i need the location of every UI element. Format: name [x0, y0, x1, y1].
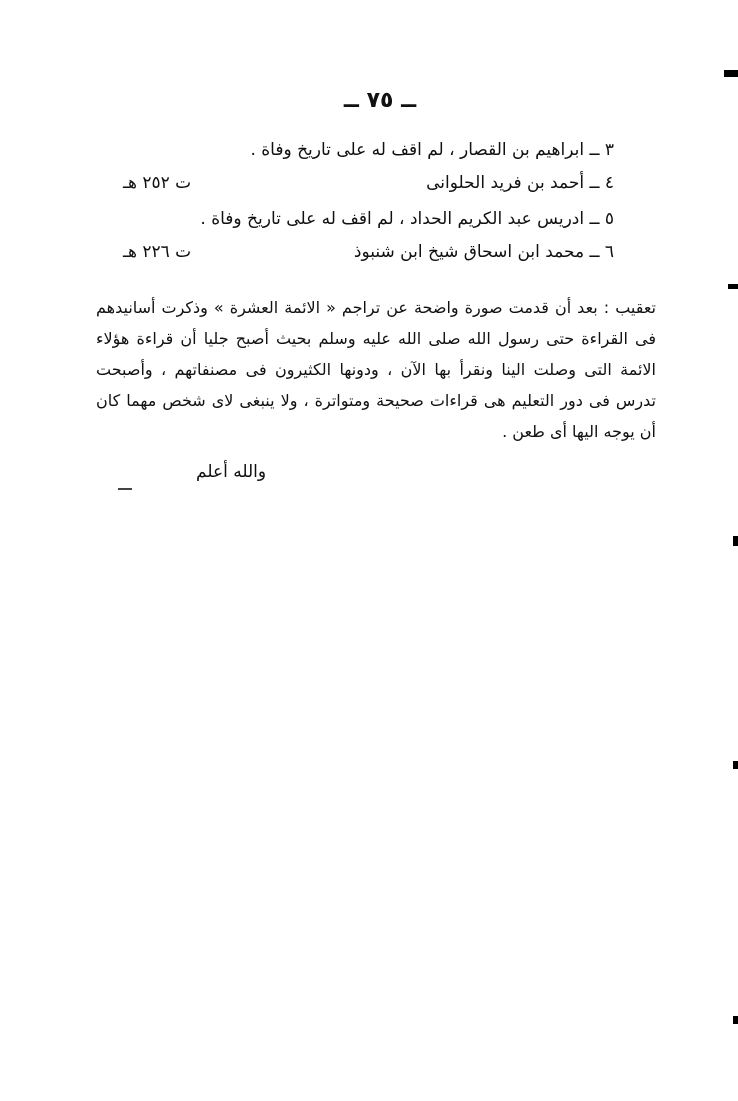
list-item [124, 173, 614, 193]
scan-mark [724, 70, 738, 77]
scan-mark [728, 284, 738, 289]
list-item [200, 209, 614, 229]
commentary-paragraph: تعقيب : بعد أن قدمت صورة واضحة عن تراجم « الائمة العشرة » وذكرت أسانيدهم فى القراءة حتى رسول الله صلى الله عليه وسلم بحيث أصبح جليا أن قراءة هؤلاء الائمة التى وصلت الينا ونقرأ بها الآن ، ودونها الكثيرون فى مصنفاتهم ، وأصبحت تدرس فى دور التعليم هى قراءات صحيحة ومتواترة ، ولا ينبغى لاى شخص مهما كان أن يوجه اليها أى طعن . [96, 298, 656, 441]
list-item-text: ٦ ــ محمد ابن اسحاق شيخ ابن شنبوذ [353, 242, 614, 262]
list-item-text: ٤ ــ أحمد بن فريد الحلوانى [426, 173, 614, 193]
scan-smudge [118, 488, 132, 490]
death-date: ت ٢٥٢ هـ [123, 173, 192, 193]
scan-mark [733, 761, 738, 769]
list-item-text: ٥ ــ ادريس عبد الكريم الحداد ، لم اقف له على تاريخ وفاة . [200, 209, 614, 229]
list-item-text: ٣ ــ ابراهيم بن القصار ، لم اقف له على تاريخ وفاة . [250, 140, 614, 160]
scan-mark [733, 1016, 738, 1024]
scan-mark [733, 536, 738, 546]
list-item [250, 140, 614, 160]
closing-phrase: والله أعلم [196, 462, 267, 482]
list-item [124, 242, 614, 262]
page-number: ــ ٧٥ ــ [343, 88, 417, 113]
death-date: ت ٢٢٦ هـ [123, 242, 192, 262]
